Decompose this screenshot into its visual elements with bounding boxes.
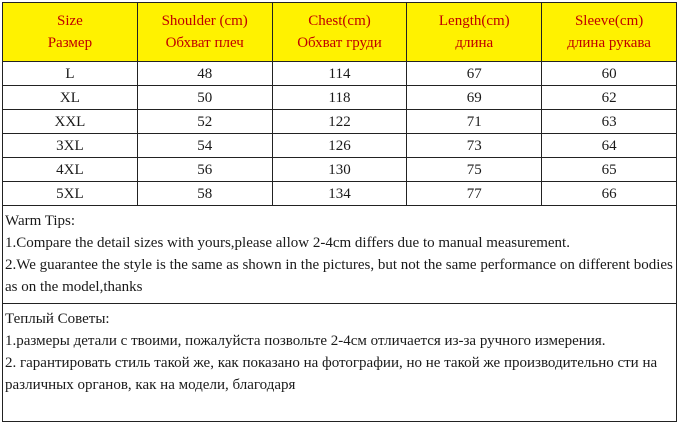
table-row xyxy=(3,182,677,206)
header-sleeve-ru: длина рукава xyxy=(567,35,651,51)
cell-size: 3XL xyxy=(3,134,138,158)
cell-sleeve: 65 xyxy=(542,158,677,182)
header-sleeve-en: Sleeve(cm) xyxy=(574,13,644,29)
cell-shoulder: 50 xyxy=(137,86,272,110)
table-header-row xyxy=(3,3,677,62)
cell-size: XL xyxy=(3,86,138,110)
header-length xyxy=(407,3,542,62)
header-chest xyxy=(272,3,407,62)
cell-sleeve: 62 xyxy=(542,86,677,110)
table-row xyxy=(3,86,677,110)
header-sleeve xyxy=(542,3,677,62)
cell-length: 69 xyxy=(407,86,542,110)
header-length-ru: длина xyxy=(455,35,494,51)
header-length-en: Length(cm) xyxy=(438,13,510,29)
cell-shoulder: 52 xyxy=(137,110,272,134)
warm-tips-title: Warm Tips: xyxy=(5,213,76,229)
header-size xyxy=(3,3,138,62)
cell-size: XXL xyxy=(3,110,138,134)
cell-chest: 126 xyxy=(272,134,407,158)
header-chest-en: Chest(cm) xyxy=(308,13,371,29)
warm-tips-ru-title: Теплый Советы: xyxy=(5,311,110,327)
cell-sleeve: 66 xyxy=(542,182,677,206)
table-row xyxy=(3,110,677,134)
cell-shoulder: 48 xyxy=(137,62,272,86)
warm-tips-line-1: 1.Compare the detail sizes with yours,please allow 2-4cm differs due to manual measurement. xyxy=(5,235,570,251)
cell-chest: 122 xyxy=(272,110,407,134)
cell-sleeve: 64 xyxy=(542,134,677,158)
header-shoulder xyxy=(137,3,272,62)
cell-length: 73 xyxy=(407,134,542,158)
cell-length: 77 xyxy=(407,182,542,206)
cell-size: 5XL xyxy=(3,182,138,206)
header-shoulder-en: Shoulder (cm) xyxy=(161,13,248,29)
warm-tips-line-2: 2.We guarantee the style is the same as shown in the pictures, but not the same performance on different bodies as on the model,thanks xyxy=(5,257,673,295)
cell-chest: 134 xyxy=(272,182,407,206)
size-chart xyxy=(2,2,677,422)
table-row xyxy=(3,62,677,86)
cell-length: 67 xyxy=(407,62,542,86)
cell-size: L xyxy=(3,62,138,86)
cell-sleeve: 60 xyxy=(542,62,677,86)
cell-chest: 118 xyxy=(272,86,407,110)
table-row xyxy=(3,158,677,182)
warm-tips-english xyxy=(2,206,677,304)
header-size-ru: Размер xyxy=(47,35,93,51)
cell-shoulder: 54 xyxy=(137,134,272,158)
header-size-en: Size xyxy=(56,13,83,29)
cell-length: 75 xyxy=(407,158,542,182)
cell-shoulder: 56 xyxy=(137,158,272,182)
table-row xyxy=(3,134,677,158)
cell-size: 4XL xyxy=(3,158,138,182)
header-shoulder-ru: Обхват плеч xyxy=(165,35,244,51)
size-table xyxy=(2,2,677,206)
cell-sleeve: 63 xyxy=(542,110,677,134)
cell-shoulder: 58 xyxy=(137,182,272,206)
cell-chest: 114 xyxy=(272,62,407,86)
warm-tips-ru-line-1: 1.размеры детали с твоими, пожалуйста позвольте 2-4см отличается из-за ручного измерения. xyxy=(5,333,606,349)
cell-chest: 130 xyxy=(272,158,407,182)
header-chest-ru: Обхват груди xyxy=(297,35,382,51)
cell-length: 71 xyxy=(407,110,542,134)
warm-tips-russian xyxy=(2,304,677,422)
warm-tips-ru-line-2: 2. гарантировать стиль такой же, как показано на фотографии, но не такой же производительно сти на различных органов, как на модели, благодаря xyxy=(5,355,658,393)
